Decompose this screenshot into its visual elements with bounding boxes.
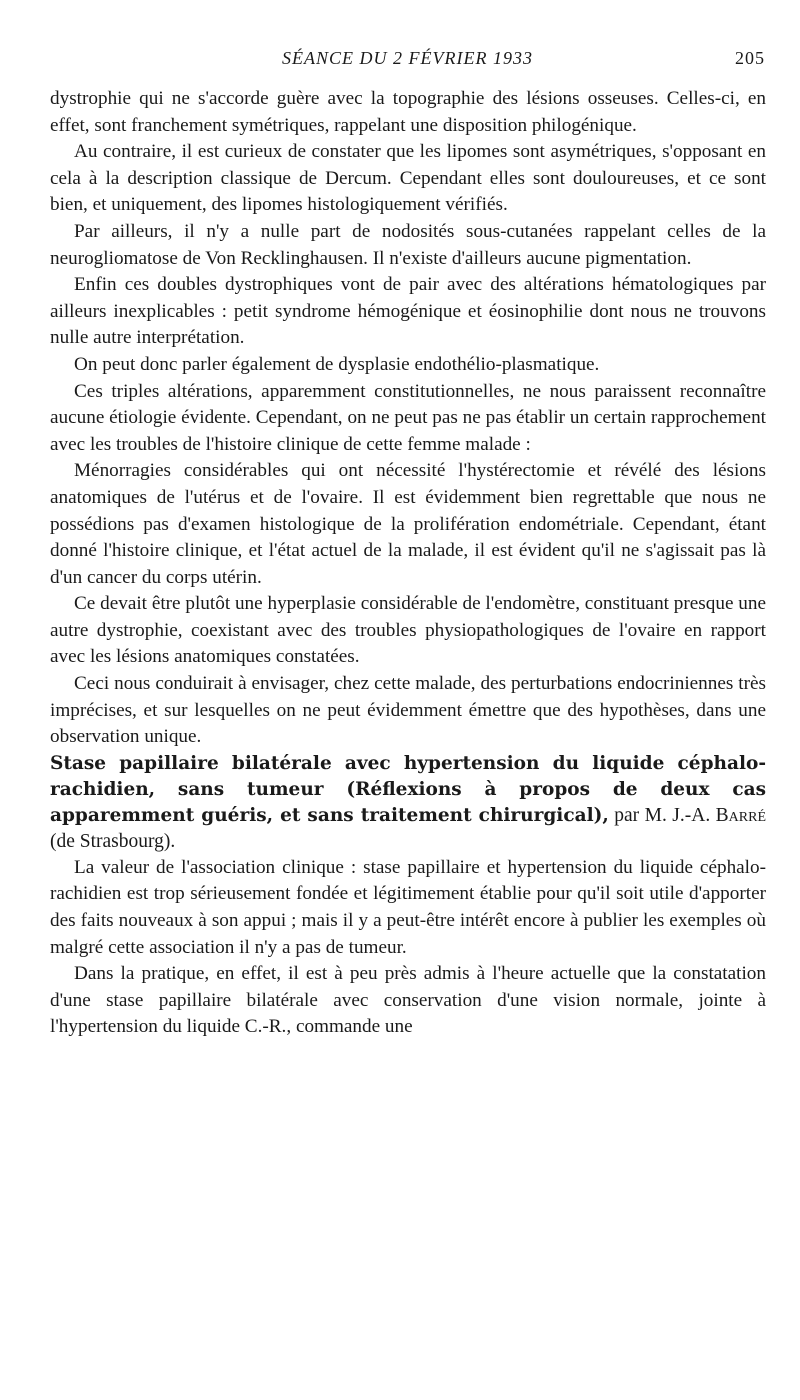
- paragraph: Ménorragies considérables qui ont nécessité l'hystérectomie et révélé des lésions anatomiques de l'utérus et de l'ovaire. Il est évidemment bien regrettable que nous ne possédions pas d'examen histologique de la prolifération endométriale. Cependant, étant donné l'histoire clinique, et l'état actuel de la malade, il est évident qu'il ne s'agissait pas là d'un cancer du corps utérin.: [50, 460, 766, 588]
- article-title-text: Stase papillaire bilatérale avec hypertension du liquide céphalo-rachidien, sans tumeur (Réflexions à propos de deux cas apparemment guéris, et sans traitement chirurgical),: [50, 752, 766, 826]
- paragraph: dystrophie qui ne s'accorde guère avec la topographie des lésions osseuses. Celles-ci, en effet, sont franchement symétriques, rappelant une disposition philogénique.: [50, 88, 766, 136]
- author-prefix: par M. J.-A.: [614, 804, 711, 826]
- article-title: [50, 751, 766, 855]
- article-body: [50, 855, 766, 1041]
- author-name: Barré: [715, 804, 767, 826]
- paragraph: La valeur de l'association clinique : stase papillaire et hypertension du liquide céphalo-rachidien est trop sérieusement fondée et légitimement établie pour qu'il soit utile d'apporter des faits nouveaux à son appui ; mais il y a peut-être intérêt encore à publier les exemples où malgré cette association il n'y a pas de tumeur.: [50, 856, 766, 958]
- paragraph: Au contraire, il est curieux de constater que les lipomes sont asymétriques, s'opposant en cela à la description classique de Dercum. Cependant elles sont douloureuses, et ce sont bien, et uniquement, des lipomes histologiquement vérifiés.: [50, 141, 766, 216]
- paragraph: Ce devait être plutôt une hyperplasie considérable de l'endomètre, constituant presque une autre dystrophie, coexistant avec des troubles physiopathologiques de l'ovaire en rapport avec les lésions anatomiques constatées.: [50, 593, 766, 668]
- paragraph: Ceci nous conduirait à envisager, chez cette malade, des perturbations endocriniennes très imprécises, et sur lesquelles on ne peut évidemment émettre que des hypothèses, dans une observation unique.: [50, 673, 766, 748]
- author-affiliation: (de Strasbourg).: [50, 830, 176, 852]
- paragraph: Enfin ces doubles dystrophiques vont de pair avec des altérations hématologiques par ailleurs inexplicables : petit syndrome hémogénique et éosinophilie dont nous ne trouvons nulle autre interprétation.: [50, 274, 766, 349]
- running-title: SÉANCE DU 2 FÉVRIER 1933: [282, 48, 533, 68]
- paragraph: Dans la pratique, en effet, il est à peu près admis à l'heure actuelle que la constatation d'une stase papillaire bilatérale avec conservation d'une vision normale, jointe à l'hypertension du liquide C.-R., commande une: [50, 963, 766, 1038]
- paragraph: On peut donc parler également de dysplasie endothélio-plasmatique.: [74, 353, 600, 375]
- page-number: 205: [735, 48, 765, 68]
- paragraph: Ces triples altérations, apparemment constitutionnelles, ne nous paraissent reconnaître aucune étiologie évidente. Cependant, on ne peut pas ne pas établir un certain rapprochement avec les troubles de l'histoire clinique de cette femme malade :: [50, 380, 766, 455]
- body-text: [50, 86, 766, 1041]
- paragraph: Par ailleurs, il n'y a nulle part de nodosités sous-cutanées rappelant celles de la neurogliomatose de Von Recklinghausen. Il n'existe d'ailleurs aucune pigmentation.: [50, 220, 766, 269]
- running-header: [50, 48, 765, 78]
